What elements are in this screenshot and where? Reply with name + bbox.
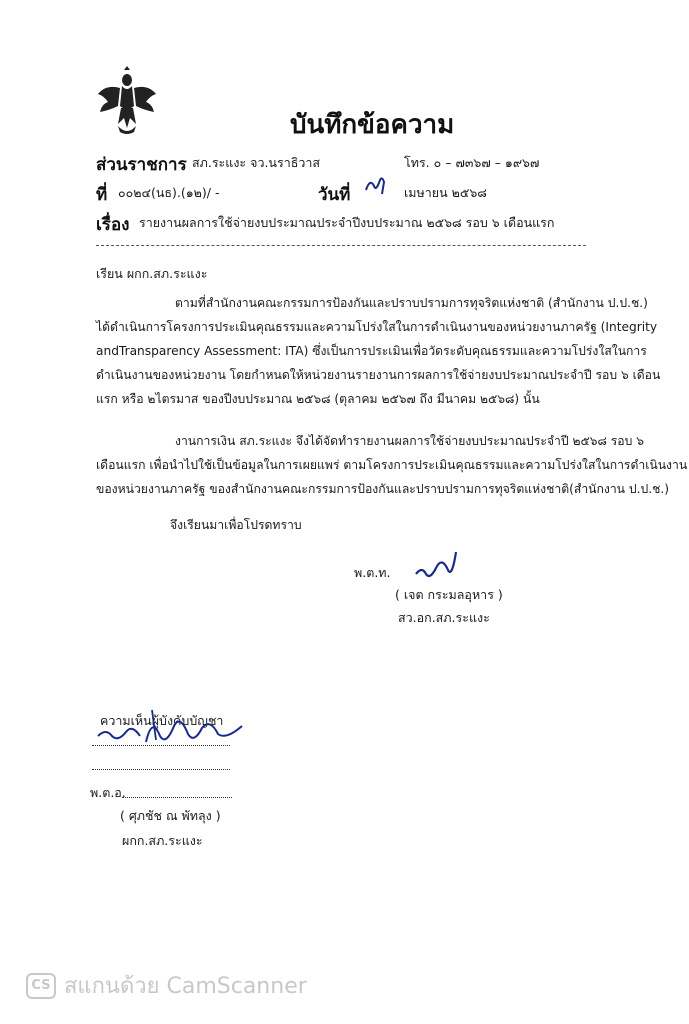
garuda-emblem-icon xyxy=(96,66,158,136)
phone-number: โทร. ๐ – ๗๓๖๗ – ๑๙๖๗ xyxy=(404,155,540,170)
signer-position: สว.อก.สภ.ระแงะ xyxy=(398,610,490,625)
handwritten-day-mark xyxy=(362,172,388,198)
para1-line4: ดำเนินงานของหน่วยงาน โดยกำหนดให้หน่วยงานรายงานการผลการใช้จ่ายงบประมาณประจำปี รอบ ๖ เดือน xyxy=(96,368,661,382)
salutation: เรียน ผกก.สภ.ระแงะ xyxy=(96,266,208,281)
ref-value: ๐๐๒๔(นธ).(๑๒)/ - xyxy=(118,185,220,200)
para2-line3: ของหน่วยงานภาครัฐ ของสำนักงานคณะกรรมการป้องกันและปราบปรามการทุจริตแห่งชาติ(สำนักงาน ป.ป.ช.) xyxy=(96,482,670,496)
agency-label: ส่วนราชการ xyxy=(96,155,187,175)
commander-sign-line xyxy=(122,797,232,798)
subject-label: เรื่อง xyxy=(96,215,130,235)
date-value: เมษายน ๒๕๖๘ xyxy=(404,185,487,200)
commander-opinion-label: ความเห็นผู้บังคับบัญชา xyxy=(100,713,224,728)
ref-label: ที่ xyxy=(96,185,108,205)
opinion-dotted-line-1 xyxy=(92,745,230,746)
date-label: วันที่ xyxy=(318,185,351,205)
signer-signature xyxy=(410,548,466,588)
commander-opinion-handwriting xyxy=(96,706,246,750)
agency-value: สภ.ระแงะ จว.นราธิวาส xyxy=(192,155,321,170)
camscanner-watermark xyxy=(26,968,307,1003)
camscanner-text: สแกนด้วย CamScanner xyxy=(64,974,307,999)
opinion-dotted-line-2 xyxy=(92,769,230,770)
closing-line: จึงเรียนมาเพื่อโปรดทราบ xyxy=(170,518,302,532)
commander-rank: พ.ต.อ. xyxy=(90,785,126,800)
camscanner-logo-icon: CS xyxy=(26,973,56,999)
para1-line1: ตามที่สำนักงานคณะกรรมการป้องกันและปราบปรามการทุจริตแห่งชาติ (สำนักงาน ป.ป.ช.) xyxy=(175,296,648,310)
para2-line1: งานการเงิน สภ.ระแงะ จึงได้จัดทำรายงานผลการใช้จ่ายงบประมาณประจำปี ๒๕๖๘ รอบ ๖ xyxy=(175,434,644,448)
document-title: บันทึกข้อความ xyxy=(290,110,455,140)
para1-line3: andTransparency Assessment: ITA) ซึ่งเป็นการประเมินเพื่อวัดระดับคุณธรรมและความโปร่งใสในการ xyxy=(96,344,647,358)
signer-rank: พ.ต.ท. xyxy=(354,565,391,580)
header-divider xyxy=(96,245,586,246)
para2-line2: เดือนแรก เพื่อนำไปใช้เป็นข้อมูลในการเผยแพร่ ตามโครงการประเมินคุณธรรมและความโปร่งใสในการดำเนินงาน xyxy=(96,458,688,472)
commander-name: ( ศุภชัช ณ พัทลุง ) xyxy=(120,808,221,823)
commander-position: ผกก.สภ.ระแงะ xyxy=(122,833,203,848)
para1-line2: ได้ดำเนินการโครงการประเมินคุณธรรมและความโปร่งใสในการดำเนินงานของหน่วยงานภาครัฐ (Integrity xyxy=(96,320,658,334)
para1-line5: แรก หรือ ๒ไตรมาส ของปีงบประมาณ ๒๕๖๘ (ตุลาคม ๒๕๖๗ ถึง มีนาคม ๒๕๖๘) นั้น xyxy=(96,392,540,406)
signer-name: ( เจต กระมลอุหาร ) xyxy=(395,587,503,602)
subject-value: รายงานผลการใช้จ่ายงบประมาณประจำปีงบประมาณ ๒๕๖๘ รอบ ๖ เดือนแรก xyxy=(139,215,555,230)
